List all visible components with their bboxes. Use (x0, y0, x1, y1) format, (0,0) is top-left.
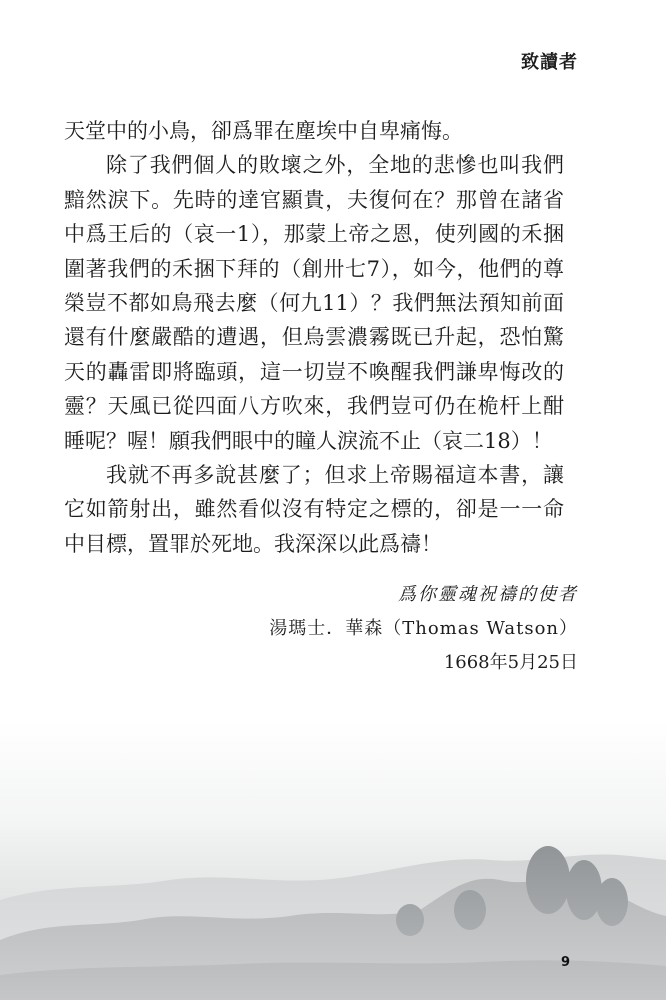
paragraph-continued: 天堂中的小鳥，卻爲罪在塵埃中自卑痛悔。 (64, 119, 463, 143)
signature-block (269, 578, 578, 680)
signature-date: 1668年5月25日 (443, 652, 578, 673)
body-text (64, 114, 564, 561)
signature-author: 湯瑪士．華森（Thomas Watson） (269, 618, 578, 639)
running-header: 致讀者 (521, 52, 578, 73)
paragraph: 我就不再多說甚麼了；但求上帝賜福這本書，讓它如箭射出，雖然看似沒有特定之標的，卻是一一命中目標，置罪於死地。我深深以此爲禱！ (64, 463, 564, 556)
paragraph: 除了我們個人的敗壞之外，全地的悲慘也叫我們黯然淚下。先時的達官顯貴，夫復何在？那曾在諸省中爲王后的（哀一1），那蒙上帝之恩，使列國的禾捆圍著我們的禾捆下拜的（創卅七7），如今，他們的尊榮豈不都如鳥飛去麼（何九11）？我們無法預知前面還有什麼嚴酷的遭遇，但烏雲濃霧既已升起，恐怕驚天的轟雷即將臨頭，這一切豈不喚醒我們謙卑悔改的靈？天風已從四面八方吹來，我們豈可仍在桅杆上酣睡呢？喔！願我們眼中的瞳人淚流不止（哀二18）！ (64, 153, 564, 453)
page-number: 9 (560, 955, 570, 970)
signature-dedication: 爲你靈魂祝禱的使者 (398, 584, 578, 605)
